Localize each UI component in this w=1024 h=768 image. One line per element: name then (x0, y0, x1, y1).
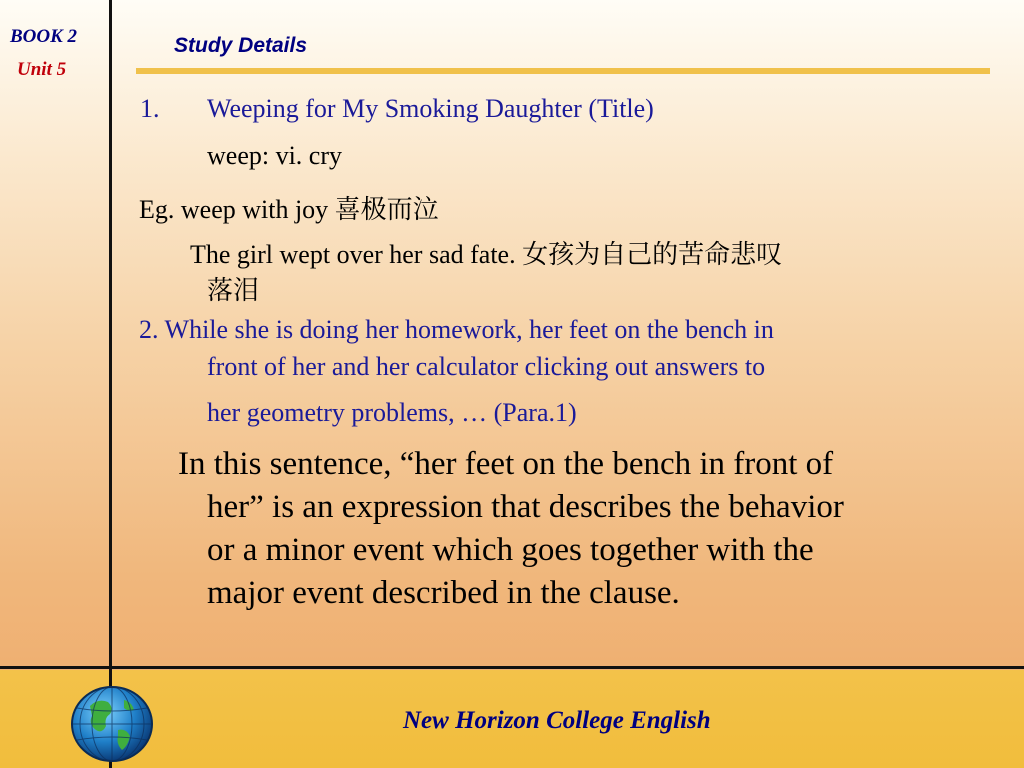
book-label: BOOK 2 (10, 26, 78, 47)
footer-brand: New Horizon College English (403, 707, 711, 734)
title-underline (136, 68, 990, 74)
explanation-line-1: In this sentence, “her feet on the bench in front of (178, 446, 834, 482)
item1-number: 1. (140, 94, 160, 123)
horizontal-divider (0, 666, 1024, 669)
vertical-divider (109, 0, 112, 768)
item2-line-3: her geometry problems, … (Para.1) (207, 398, 577, 427)
globe-icon (68, 684, 156, 764)
explanation-line-3: or a minor event which goes together with the (207, 532, 814, 568)
item2-line-2: front of her and her calculator clicking out answers to (207, 352, 766, 381)
explanation-line-4: major event described in the clause. (207, 575, 680, 611)
item1-title: Weeping for My Smoking Daughter (Title) (207, 94, 654, 123)
item2-line-1: 2. While she is doing her homework, her feet on the bench in (139, 315, 774, 344)
example-line-2: The girl wept over her sad fate. 女孩为自己的苦命悲叹 (190, 240, 783, 269)
unit-label: Unit 5 (17, 59, 67, 80)
definition-line: weep: vi. cry (207, 141, 343, 170)
explanation-line-2: her” is an expression that describes the behavior (207, 489, 844, 525)
section-title: Study Details (174, 34, 308, 57)
example-line-1: Eg. weep with joy 喜极而泣 (139, 195, 439, 224)
example-line-2-cont: 落泪 (207, 276, 260, 305)
